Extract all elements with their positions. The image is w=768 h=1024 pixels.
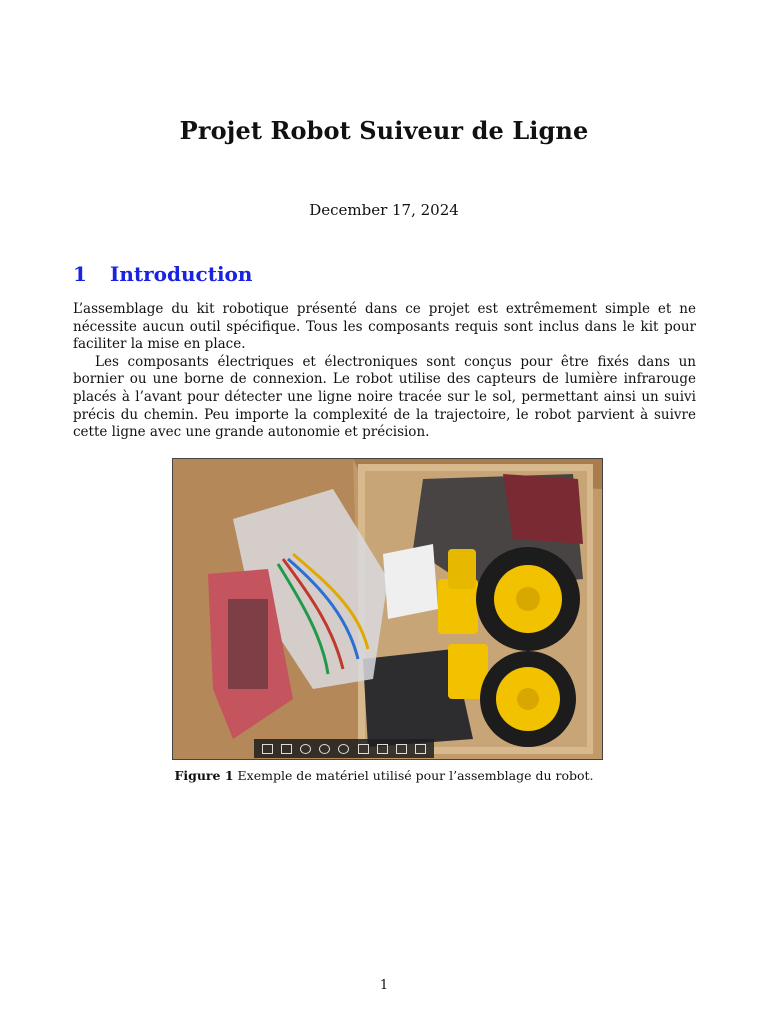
body-text <box>73 301 696 442</box>
figure-label: Figure 1 <box>174 768 234 783</box>
share-icon[interactable] <box>415 744 426 754</box>
fit-page-icon[interactable] <box>281 744 292 754</box>
robot-kit-illustration <box>173 459 602 759</box>
page-number: 1 <box>379 978 389 993</box>
copy-icon[interactable] <box>396 744 407 754</box>
robot-kit-photo <box>172 458 603 760</box>
zoom-in-icon[interactable] <box>300 744 311 754</box>
figure-caption-text: Exemple de matériel utilisé pour l’assemblage du robot. <box>237 768 594 783</box>
paragraph-2: Les composants électriques et électroniques sont conçus pour être fixés dans un bornier ou une borne de connexion. Le robot utilise des capteurs de lumière infrarouge placés à l’avant pour détecter une ligne noire tracée sur le sol, permettant ainsi un suivi précis du chemin. Peu importe la complexité de la trajectoire, le robot parvient à suivre cette ligne avec une grande autonomie et précision. <box>73 353 696 441</box>
section-title: Introduction <box>110 262 253 286</box>
paragraph-1: L’assemblage du kit robotique présenté dans ce projet est extrêmement simple et ne nécessite aucun outil spécifique. Tous les composants requis sont inclus dans le kit pour faciliter la mise en place. <box>73 301 696 353</box>
save-icon[interactable] <box>358 744 369 754</box>
figure-caption <box>0 768 768 783</box>
figure-toolbar[interactable] <box>254 739 434 758</box>
document-date: December 17, 2024 <box>309 201 459 219</box>
section-heading <box>73 262 252 286</box>
fit-width-icon[interactable] <box>262 744 273 754</box>
document-title: Projet Robot Suiveur de Ligne <box>179 116 589 145</box>
section-number: 1 <box>73 262 87 286</box>
rotate-icon[interactable] <box>338 744 349 754</box>
bookmark-icon[interactable] <box>377 744 388 754</box>
zoom-out-icon[interactable] <box>319 744 330 754</box>
